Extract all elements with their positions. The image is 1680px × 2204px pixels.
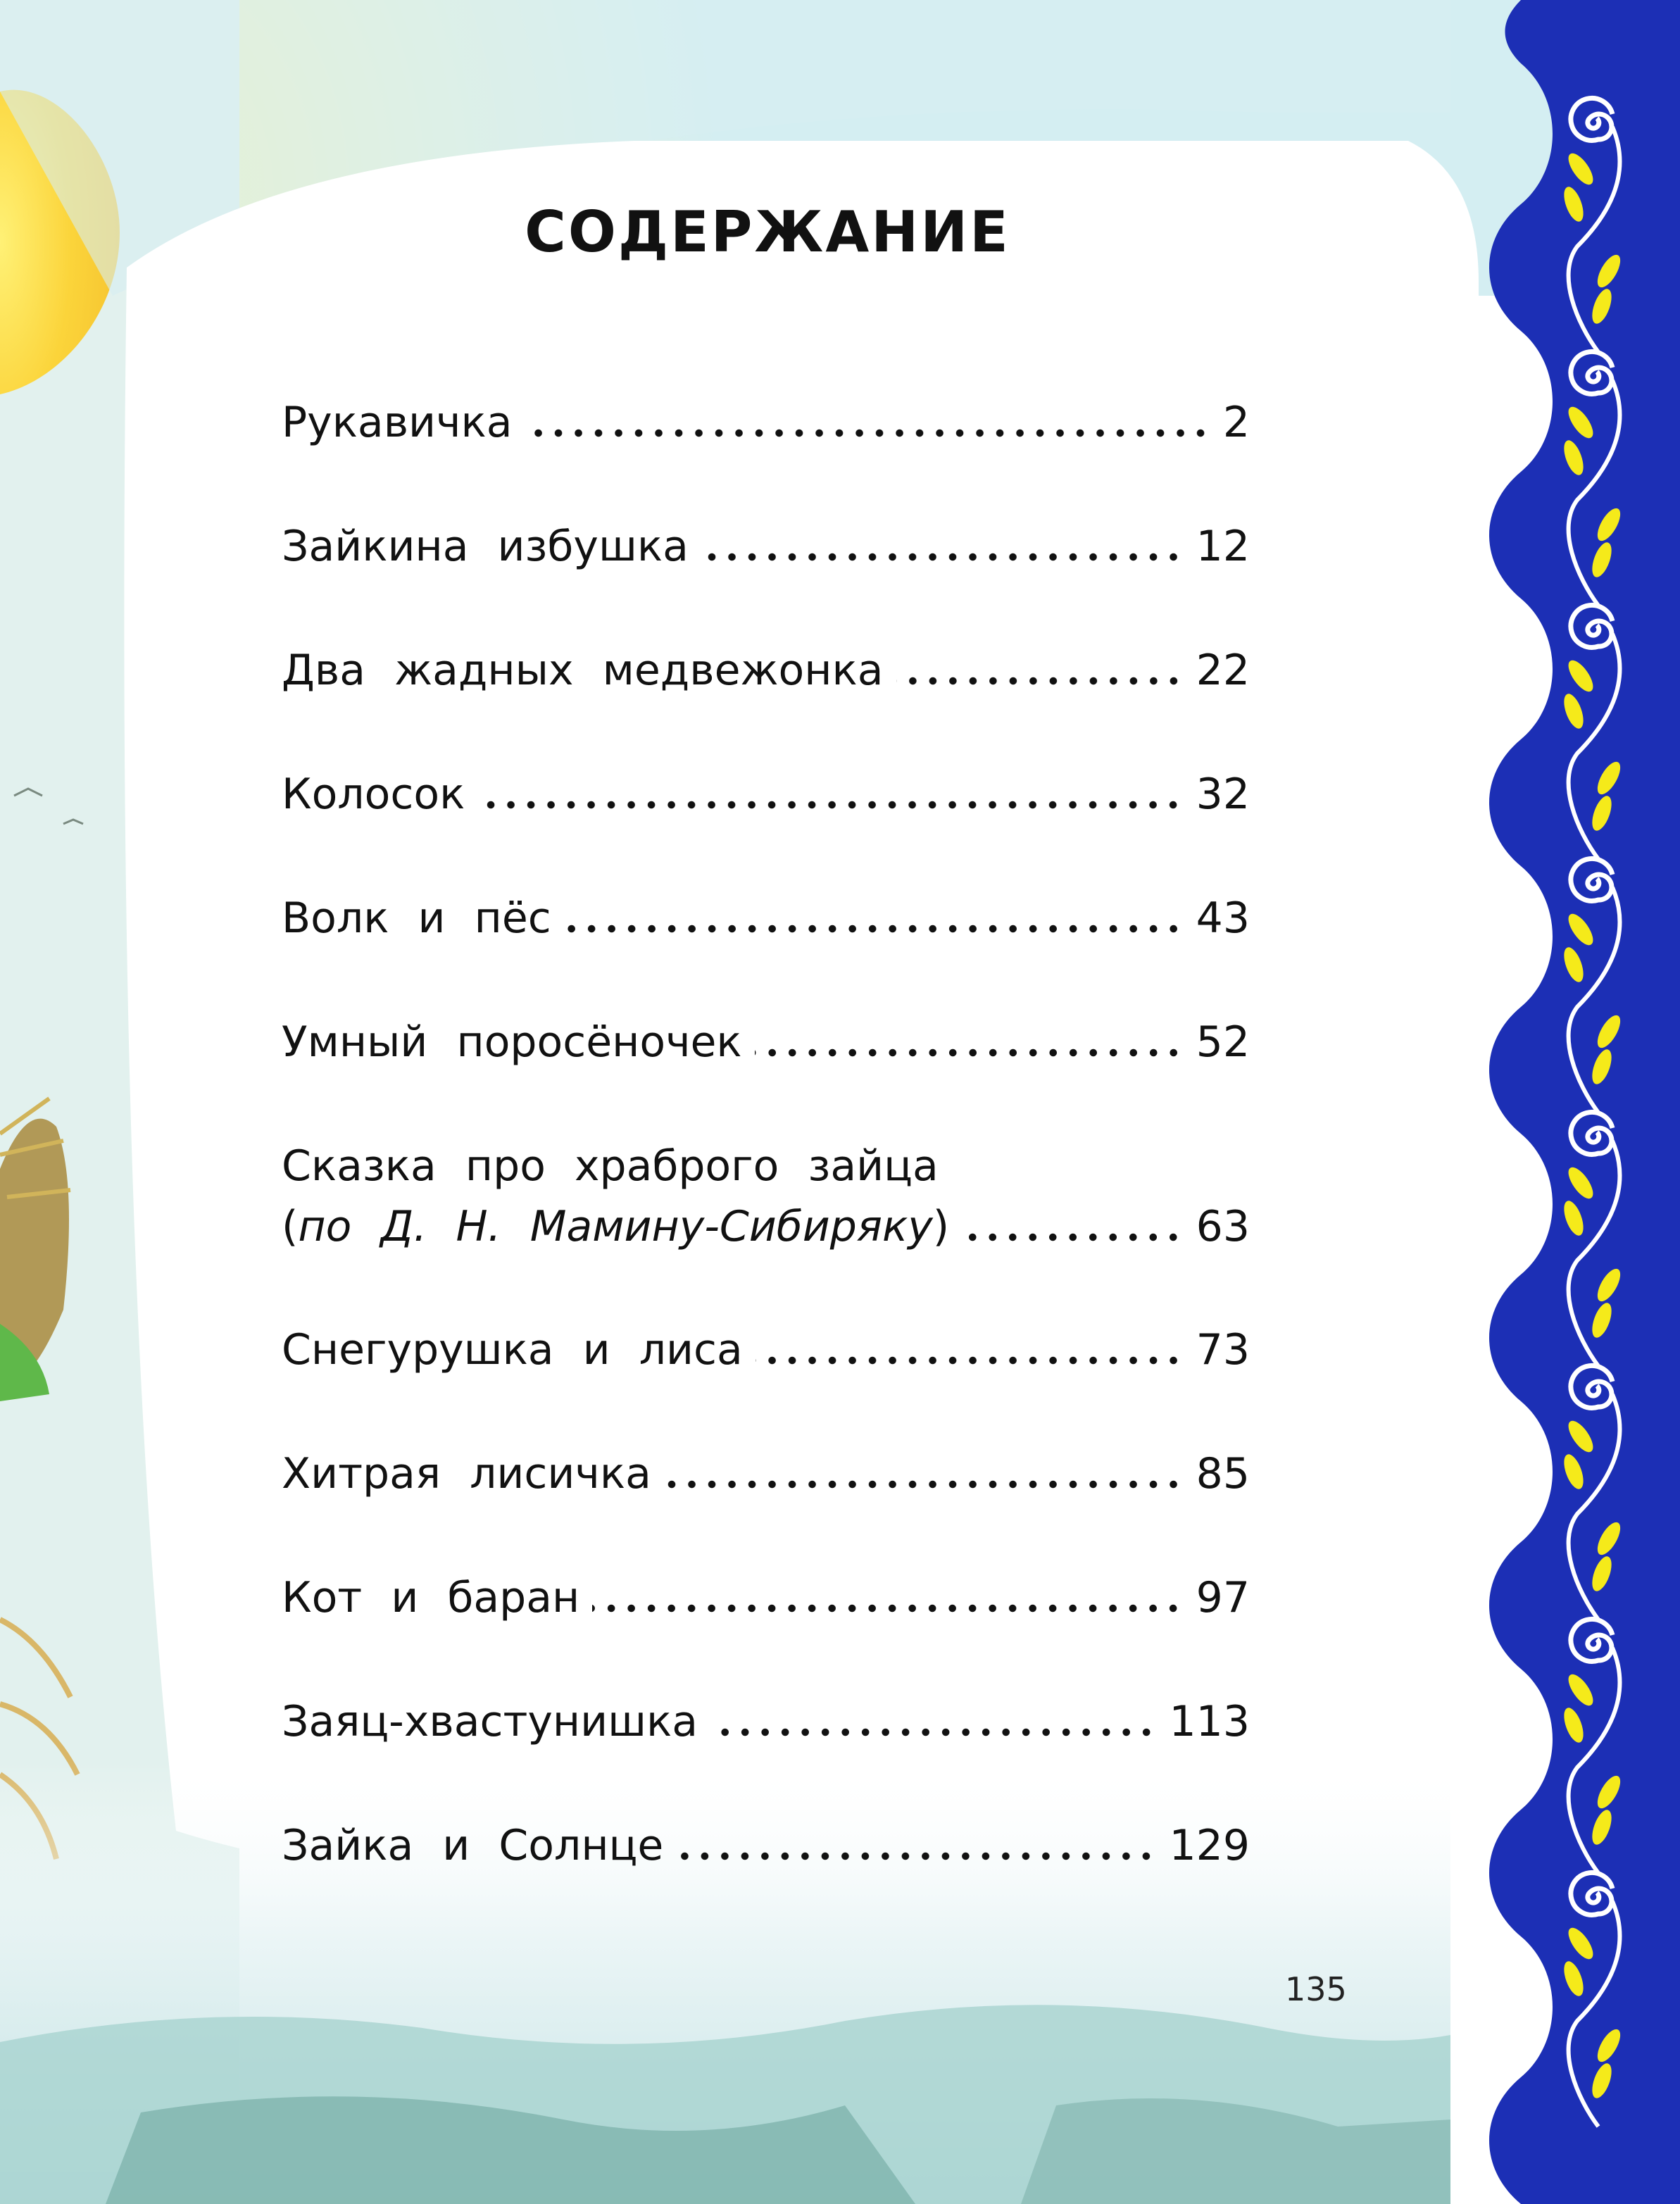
dot-leader xyxy=(592,1603,1183,1613)
toc-entry[interactable] xyxy=(282,763,1250,887)
toc-entry-title: Умный поросёночек xyxy=(282,1018,742,1067)
toc-entry-page: 85 xyxy=(1196,1449,1250,1498)
toc-entry[interactable] xyxy=(282,1566,1250,1690)
toc-entry-subtitle: (по Д. Н. Мамину-Сибиряку) xyxy=(282,1202,950,1251)
toc-entry-title: Волк и пёс xyxy=(282,894,551,943)
dot-leader xyxy=(896,676,1184,686)
toc-entry[interactable] xyxy=(282,639,1250,763)
toc-entry[interactable] xyxy=(282,1442,1250,1566)
toc-entry-title: Хитрая лисичка xyxy=(282,1449,651,1498)
toc-entry[interactable] xyxy=(282,1814,1250,1938)
toc-entry-page: 52 xyxy=(1196,1018,1250,1067)
dot-leader xyxy=(477,800,1183,810)
toc-entry-page: 113 xyxy=(1169,1697,1250,1746)
toc-entry-title: Колосок xyxy=(282,770,465,819)
toc-entry[interactable] xyxy=(282,391,1250,515)
toc-entry-page: 63 xyxy=(1196,1202,1250,1251)
toc-entry[interactable] xyxy=(282,1010,1250,1134)
page-number: 135 xyxy=(1285,1970,1347,2008)
dot-leader xyxy=(676,1851,1156,1861)
toc-entry[interactable] xyxy=(282,515,1250,639)
toc-entry-page: 22 xyxy=(1196,646,1250,695)
dot-leader xyxy=(564,924,1184,934)
toc-entry[interactable] xyxy=(282,1690,1250,1814)
page-title: СОДЕРЖАНИЕ xyxy=(525,199,1010,265)
toc-entry-title: Снегурушка и лиса xyxy=(282,1325,743,1375)
toc-entry-title: Кот и баран xyxy=(282,1573,580,1622)
dot-leader xyxy=(701,552,1184,562)
toc-entry-page: 43 xyxy=(1196,894,1250,943)
toc-entry[interactable] xyxy=(282,1134,1250,1318)
toc-entry-title: Два жадных медвежонка xyxy=(282,646,884,695)
toc-entry[interactable] xyxy=(282,1318,1250,1442)
toc-entry-title: Рукавичка xyxy=(282,398,513,447)
toc-entry-page: 12 xyxy=(1196,522,1250,571)
dot-leader xyxy=(710,1727,1156,1737)
toc-entry-title: Сказка про храброго зайца xyxy=(282,1141,939,1191)
ornamental-border xyxy=(1450,0,1680,2204)
dot-leader xyxy=(664,1479,1184,1489)
toc-entry-page: 129 xyxy=(1169,1821,1250,1870)
toc-entry-page: 2 xyxy=(1222,398,1250,447)
toc-entry-page: 97 xyxy=(1196,1573,1250,1622)
toc-entry-title: Зайка и Солнце xyxy=(282,1821,664,1870)
toc-entry-title: Заяц-хвастунишка xyxy=(282,1697,698,1746)
dot-leader xyxy=(755,1048,1184,1058)
dot-leader xyxy=(525,428,1210,438)
toc-entry[interactable] xyxy=(282,887,1250,1010)
toc-entry-page: 73 xyxy=(1196,1325,1250,1375)
dot-leader xyxy=(756,1355,1184,1365)
table-of-contents xyxy=(282,391,1250,1938)
toc-entry-title: Зайкина избушка xyxy=(282,522,689,571)
toc-entry-page: 32 xyxy=(1196,770,1250,819)
dot-leader xyxy=(962,1232,1184,1242)
